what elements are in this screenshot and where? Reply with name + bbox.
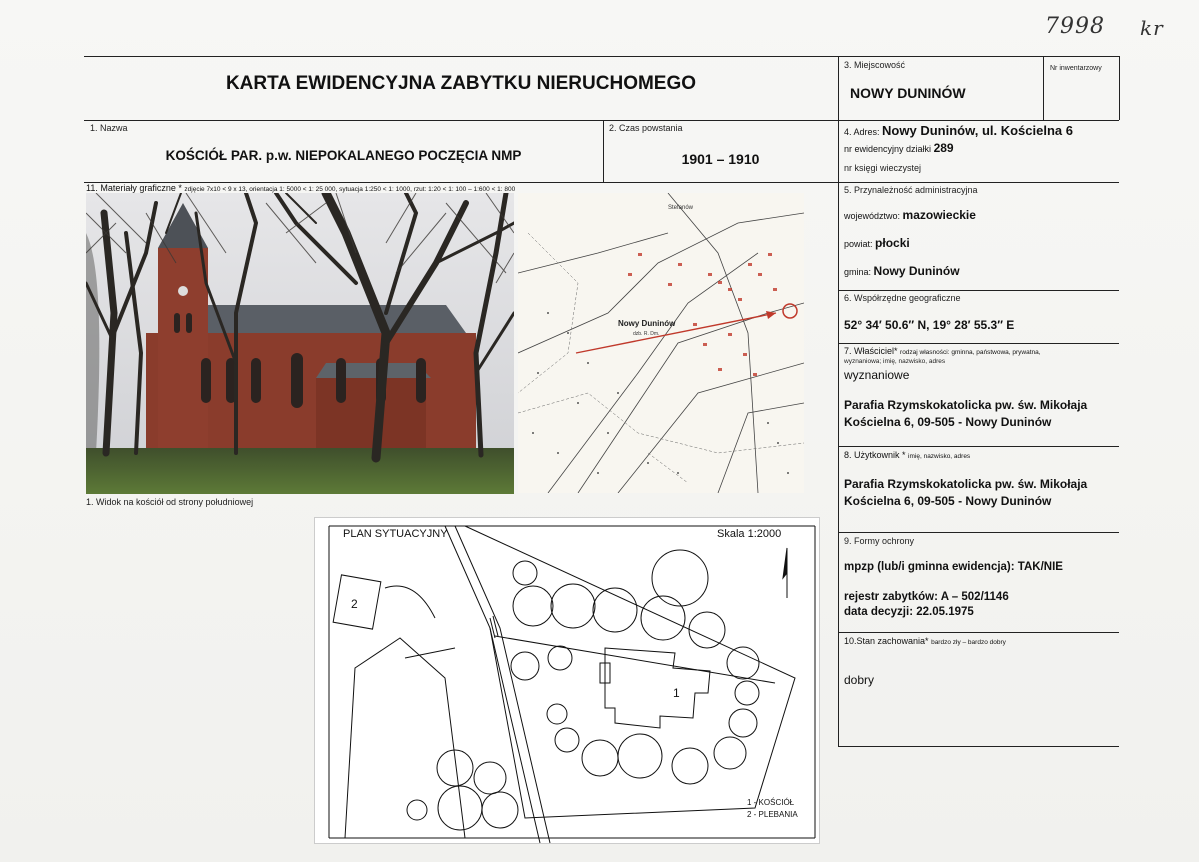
stan-note: bardzo zły – bardzo dobry <box>931 639 1006 646</box>
uzytkownik-line1: Parafia Rzymskokatolicka pw. św. Mikołaja <box>844 477 1088 491</box>
czas-value: 1901 – 1910 <box>681 151 760 167</box>
church-photo <box>86 193 514 494</box>
adres-row <box>844 123 1073 138</box>
stan-row <box>844 636 1006 646</box>
wojewodztwo-row <box>844 208 976 222</box>
ochrona-label: 9. Formy ochrony <box>844 536 915 546</box>
adres-label: 4. Adres: <box>844 127 880 137</box>
photo-caption: 1. Widok na kościół od strony południowej <box>86 497 254 507</box>
map-top-label: Stefanów <box>668 205 694 211</box>
nazwa-value: KOŚCIÓŁ PAR. p.w. NIEPOKALANEGO POCZĘCIA NMP <box>165 148 522 163</box>
powiat-value: płocki <box>875 236 910 250</box>
ochrona-rejestr: rejestr zabytków: A – 502/1146 <box>844 591 1009 603</box>
church-photo-image <box>86 193 514 494</box>
uzytkownik-note: imię, nazwisko, adres <box>908 453 971 460</box>
orientation-map-image <box>518 193 804 493</box>
wlasciciel-line1: Parafia Rzymskokatolicka pw. św. Mikołaja <box>844 398 1088 412</box>
uzytkownik-row <box>844 450 970 460</box>
orientation-map <box>518 193 804 493</box>
wojewodztwo-label: województwo: <box>844 211 901 221</box>
plan-title: PLAN SYTUACYJNY <box>343 528 448 540</box>
ochrona-mpzp: mpzp (lub/i gminna ewidencja): TAK/NIE <box>844 561 1063 573</box>
powiat-row <box>844 236 910 250</box>
miejscowosc-value: NOWY DUNINÓW <box>850 85 966 101</box>
map-place-sub: dzb. R. Dm. <box>633 331 660 337</box>
wlasciciel-row <box>844 346 1041 356</box>
site-plan <box>314 517 820 844</box>
przynaleznosc-label: 5. Przynależność administracyjna <box>844 185 978 195</box>
handwritten-number: 7998 <box>1045 14 1105 39</box>
document-title: KARTA EWIDENCYJNA ZABYTKU NIERUCHOMEGO <box>225 73 697 94</box>
materialy-note: zdjęcie 7x10 < 9 x 13, orientacja 1: 5000 < 1: 25 000, sytuacja 1:250 < 1: 1000, rzut: 1:20 < 1: 100 – 1:600 < 1: 800 <box>184 186 516 193</box>
wspolrzedne-label: 6. Współrzędne geograficzne <box>844 293 961 303</box>
materialy-label: 11. Materiały graficzne * <box>86 183 182 193</box>
gmina-label: gmina: <box>844 267 872 277</box>
map-place-label: Nowy Duninów <box>618 319 676 328</box>
ochrona-data: data decyzji: 22.05.1975 <box>844 606 974 618</box>
wojewodztwo-value: mazowieckie <box>902 208 976 222</box>
stan-value: dobry <box>844 673 875 687</box>
dzialka-value: 289 <box>933 141 954 155</box>
nr-inwentarzowy-label: Nr inwentarzowy <box>1050 65 1102 72</box>
nazwa-label: 1. Nazwa <box>90 123 128 133</box>
wlasciciel-note1: rodzaj własności: gminna, państwowa, prywatna, <box>900 349 1041 356</box>
wlasciciel-note2: wyznaniowa; imię, nazwisko, adres <box>844 358 946 365</box>
wlasciciel-type: wyznaniowe <box>844 368 910 382</box>
plan-scale: Skala 1:2000 <box>717 528 782 540</box>
stan-label: 10.Stan zachowania* <box>844 636 929 646</box>
gmina-value: Nowy Duninów <box>873 264 960 278</box>
czas-label: 2. Czas powstania <box>609 123 683 133</box>
dzialka-label: nr ewidencyjny działki <box>844 144 932 154</box>
site-plan-drawing <box>315 518 819 843</box>
wspolrzedne-value: 52° 34′ 50.6″ N, 19° 28′ 55.3″ E <box>844 318 1015 332</box>
plan-number-1: 1 <box>673 686 680 700</box>
wlasciciel-label: 7. Właściciel* <box>844 346 898 356</box>
ksiega-label: nr księgi wieczystej <box>844 163 922 173</box>
handwritten-initials: kr <box>1140 16 1164 40</box>
plan-number-2: 2 <box>351 597 358 611</box>
plan-legend-1: 1 - KOŚCIÓŁ <box>747 798 795 807</box>
uzytkownik-label: 8. Użytkownik * <box>844 450 906 460</box>
miejscowosc-label: 3. Miejscowość <box>844 60 906 70</box>
wlasciciel-line2: Kościelna 6, 09-505 - Nowy Duninów <box>844 415 1052 429</box>
materialy-row <box>86 183 515 193</box>
plan-legend-2: 2 - PLEBANIA <box>747 810 798 819</box>
gmina-row <box>844 264 960 278</box>
powiat-label: powiat: <box>844 239 873 249</box>
dzialka-row <box>844 141 954 155</box>
uzytkownik-line2: Kościelna 6, 09-505 - Nowy Duninów <box>844 494 1052 508</box>
adres-value: Nowy Duninów, ul. Kościelna 6 <box>882 123 1073 138</box>
